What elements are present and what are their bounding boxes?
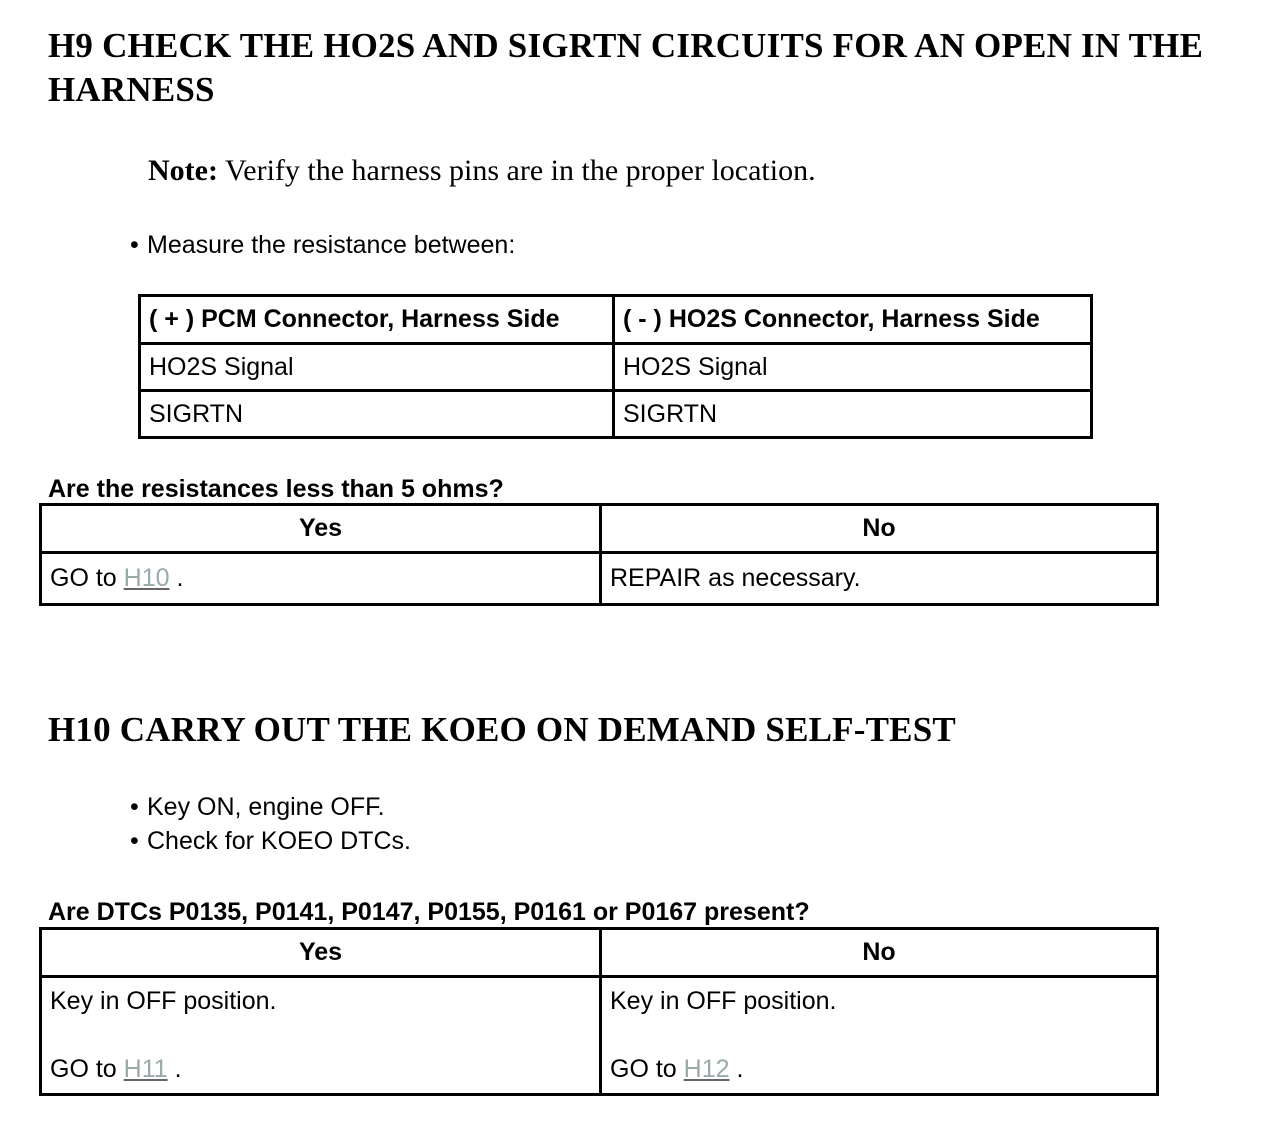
- key-off-text: Key in OFF position.: [50, 987, 277, 1015]
- go-to-label: GO to: [50, 1055, 117, 1083]
- h10-answer-table: [39, 927, 1159, 1096]
- yes-header: Yes: [41, 929, 601, 977]
- table-header-row: [140, 296, 1092, 344]
- no-header: No: [601, 505, 1158, 553]
- note-text: Verify the harness pins are in the proper location.: [224, 154, 816, 187]
- go-to-label: GO to: [610, 1055, 677, 1083]
- list-item: • Key ON, engine OFF.: [130, 790, 411, 824]
- period: .: [736, 1055, 744, 1083]
- table-header-plus: ( + ) PCM Connector, Harness Side: [140, 296, 614, 344]
- no-header: No: [601, 929, 1158, 977]
- h9-bullet-list: [130, 228, 515, 262]
- period: .: [176, 564, 184, 592]
- period: .: [174, 1055, 182, 1083]
- h10-heading: H10 CARRY OUT THE KOEO ON DEMAND SELF-TEST: [48, 710, 956, 749]
- yes-cell: [41, 977, 601, 1095]
- h10-link[interactable]: H10: [123, 564, 170, 592]
- h10-bullet-list: [130, 790, 411, 858]
- no-cell: [601, 977, 1158, 1095]
- table-header-row: [41, 505, 1158, 553]
- measure-table: [138, 294, 1093, 439]
- no-cell: REPAIR as necessary.: [601, 553, 1158, 605]
- yes-cell: [41, 553, 601, 605]
- list-item: • Check for KOEO DTCs.: [130, 824, 411, 858]
- table-header-minus: ( - ) HO2S Connector, Harness Side: [614, 296, 1092, 344]
- h9-answer-table: [39, 503, 1159, 606]
- h12-link[interactable]: H12: [683, 1055, 730, 1083]
- list-item: • Measure the resistance between:: [130, 228, 515, 262]
- table-cell: SIGRTN: [140, 391, 614, 438]
- note-label: Note:: [148, 154, 218, 187]
- go-to-line: [610, 1052, 1148, 1086]
- yes-header: Yes: [41, 505, 601, 553]
- table-cell: HO2S Signal: [614, 344, 1092, 391]
- h9-note: [148, 152, 816, 190]
- table-cell: SIGRTN: [614, 391, 1092, 438]
- table-cell: HO2S Signal: [140, 344, 614, 391]
- key-off-text: Key in OFF position.: [610, 987, 837, 1015]
- table-row: [140, 391, 1092, 438]
- table-row: [140, 344, 1092, 391]
- table-header-row: [41, 929, 1158, 977]
- table-row: [41, 553, 1158, 605]
- go-to-label: GO to: [50, 564, 117, 592]
- go-to-line: [50, 1052, 591, 1086]
- h9-question: Are the resistances less than 5 ohms?: [48, 475, 504, 503]
- table-row: [41, 977, 1158, 1095]
- h10-question: Are DTCs P0135, P0141, P0147, P0155, P0161 or P0167 present?: [48, 898, 810, 926]
- h11-link[interactable]: H11: [123, 1055, 168, 1083]
- h9-heading: H9 CHECK THE HO2S AND SIGRTN CIRCUITS FOR AN OPEN IN THE HARNESS: [48, 26, 1204, 109]
